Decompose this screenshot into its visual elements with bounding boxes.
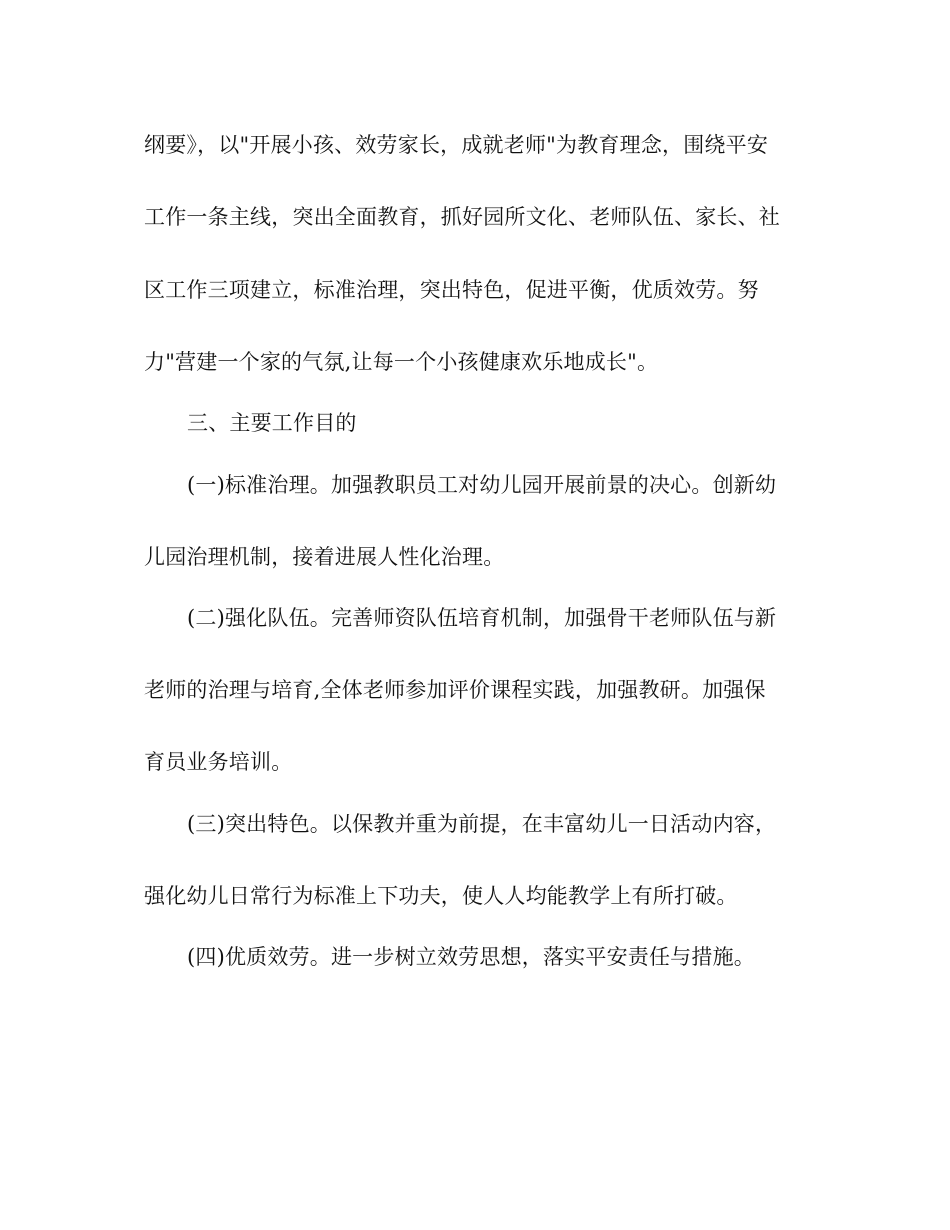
paragraph-line: 老师的治理与培育,全体老师参加评价课程实践，加强教研。加强保 — [144, 678, 766, 702]
paragraph-line: (四)优质效劳。进一步树立效劳思想，落实平安责任与措施。 — [187, 945, 755, 969]
paragraph-line: 强化幼儿日常行为标准上下功夫，使人人均能教学上有所打破。 — [144, 884, 738, 908]
paragraph-line: (二)强化队伍。完善师资队伍培育机制，加强骨干老师队伍与新 — [187, 606, 777, 630]
paragraph-line: (一)标准治理。加强教职员工对幼儿园开展前景的决心。创新幼 — [187, 473, 777, 497]
section-heading: 三、主要工作目的 — [187, 411, 357, 435]
paragraph-line: 工作一条主线，突出全面教育，抓好园所文化、老师队伍、家长、社 — [144, 205, 780, 229]
paragraph-line: 儿园治理机制，接着进展人性化治理。 — [144, 545, 505, 569]
paragraph-line: (三)突出特色。以保教并重为前提，在丰富幼儿一日活动内容， — [187, 812, 777, 836]
paragraph-line: 区工作三项建立，标准治理，突出特色，促进平衡，优质效劳。努 — [144, 278, 759, 302]
paragraph-line: 育员业务培训。 — [144, 750, 293, 774]
paragraph-line: 纲要》，以"开展小孩、效劳家长，成就老师"为教育理念，围绕平安 — [144, 133, 769, 157]
paragraph-line: 力"营建一个家的气氛,让每一个小孩健康欢乐地成长"。 — [144, 350, 659, 374]
